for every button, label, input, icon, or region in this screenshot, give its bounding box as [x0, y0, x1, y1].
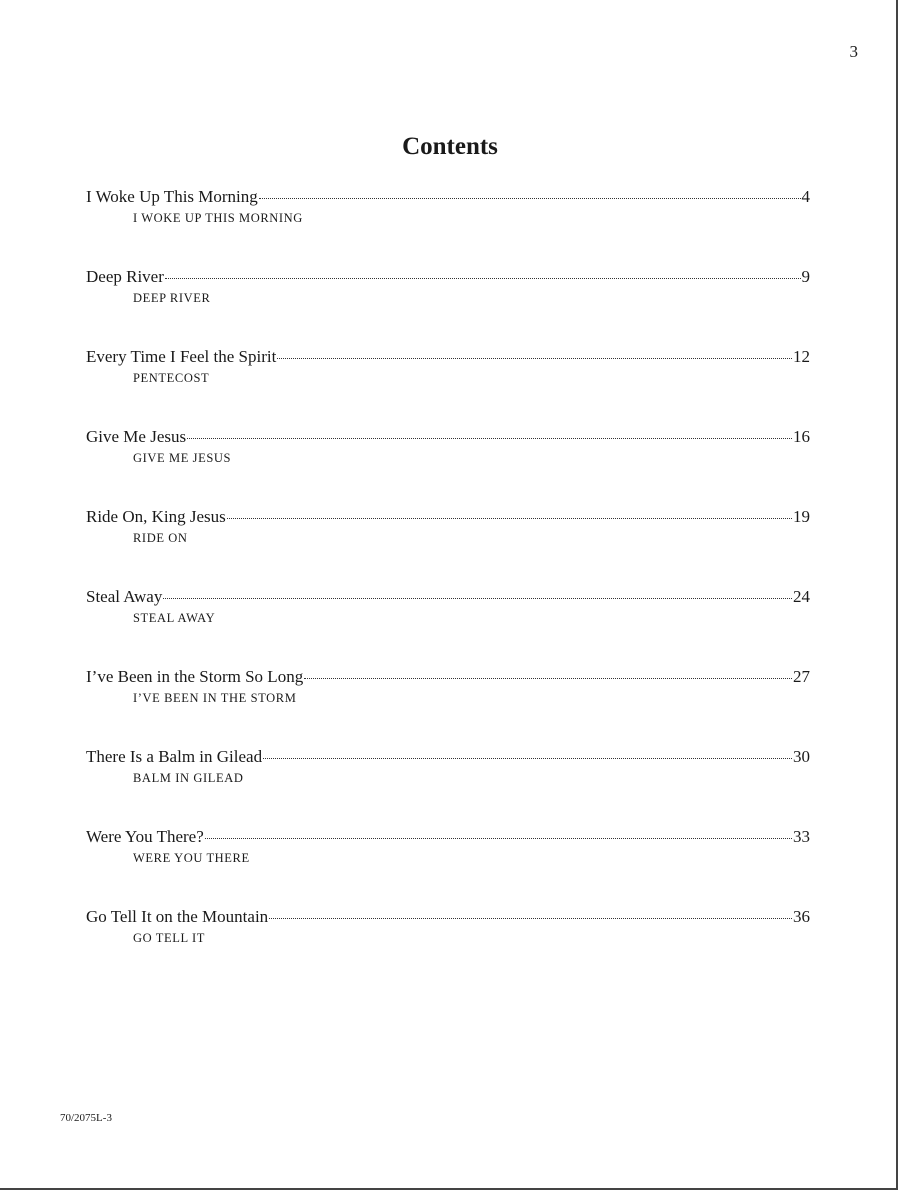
toc-entry[interactable] — [86, 182, 810, 262]
dot-leader — [263, 742, 792, 762]
toc-entry-tune-name: RIDE ON — [133, 531, 188, 545]
toc-entry-title: Every Time I Feel the Spirit — [86, 347, 277, 366]
toc-entry-tune-name: I WOKE UP THIS MORNING — [133, 211, 303, 225]
toc-entry-page: 30 — [793, 747, 810, 766]
toc-entry-tune-name: STEAL AWAY — [133, 611, 216, 625]
page-title: Contents — [402, 133, 498, 160]
toc-entry-page: 19 — [793, 507, 810, 526]
toc-entry-tune-name: WERE YOU THERE — [133, 851, 250, 865]
toc-entry-page: 9 — [801, 267, 810, 286]
toc-entry-page: 36 — [793, 907, 810, 926]
toc-entry-title: I Woke Up This Morning — [86, 187, 258, 206]
toc-entry-title: Were You There? — [86, 827, 204, 846]
toc-entry-title: Deep River — [86, 267, 164, 286]
page-number: 3 — [849, 42, 858, 61]
toc-entry-tune-name: PENTECOST — [133, 371, 210, 385]
toc-entry-tune-name: DEEP RIVER — [133, 291, 211, 305]
toc-entry-title: Steal Away — [86, 587, 163, 606]
table-of-contents — [86, 182, 810, 982]
toc-entry-title: Ride On, King Jesus — [86, 507, 226, 526]
dot-leader — [163, 582, 792, 602]
toc-entry[interactable] — [86, 742, 810, 822]
toc-entry[interactable] — [86, 262, 810, 342]
toc-entry-page: 12 — [793, 347, 810, 366]
toc-entry-tune-name: I’VE BEEN IN THE STORM — [133, 691, 297, 705]
toc-entry[interactable] — [86, 422, 810, 502]
toc-entry[interactable] — [86, 342, 810, 422]
toc-entry-page: 27 — [793, 667, 810, 686]
toc-entry-page: 33 — [793, 827, 810, 846]
toc-entry-title: Give Me Jesus — [86, 427, 187, 446]
toc-entry-page: 16 — [793, 427, 810, 446]
toc-entry-title: Go Tell It on the Mountain — [86, 907, 269, 926]
toc-entry[interactable] — [86, 902, 810, 982]
toc-entry-tune-name: GO TELL IT — [133, 931, 205, 945]
toc-entry-page: 24 — [793, 587, 810, 606]
toc-entry-tune-name: GIVE ME JESUS — [133, 451, 232, 465]
dot-leader — [165, 262, 801, 282]
toc-entry-title: There Is a Balm in Gilead — [86, 747, 263, 766]
dot-leader — [277, 342, 792, 362]
toc-entry-title: I’ve Been in the Storm So Long — [86, 667, 304, 686]
toc-entry-tune-name: BALM IN GILEAD — [133, 771, 244, 785]
toc-entry[interactable] — [86, 582, 810, 662]
toc-entry[interactable] — [86, 502, 810, 582]
dot-leader — [259, 182, 801, 202]
dot-leader — [205, 822, 792, 842]
toc-entry[interactable] — [86, 662, 810, 742]
dot-leader — [269, 902, 792, 922]
dot-leader — [304, 662, 792, 682]
dot-leader — [187, 422, 792, 442]
dot-leader — [227, 502, 792, 522]
toc-entry[interactable] — [86, 822, 810, 902]
catalog-code: 70/2075L-3 — [60, 1112, 112, 1124]
toc-entry-page: 4 — [801, 187, 810, 206]
